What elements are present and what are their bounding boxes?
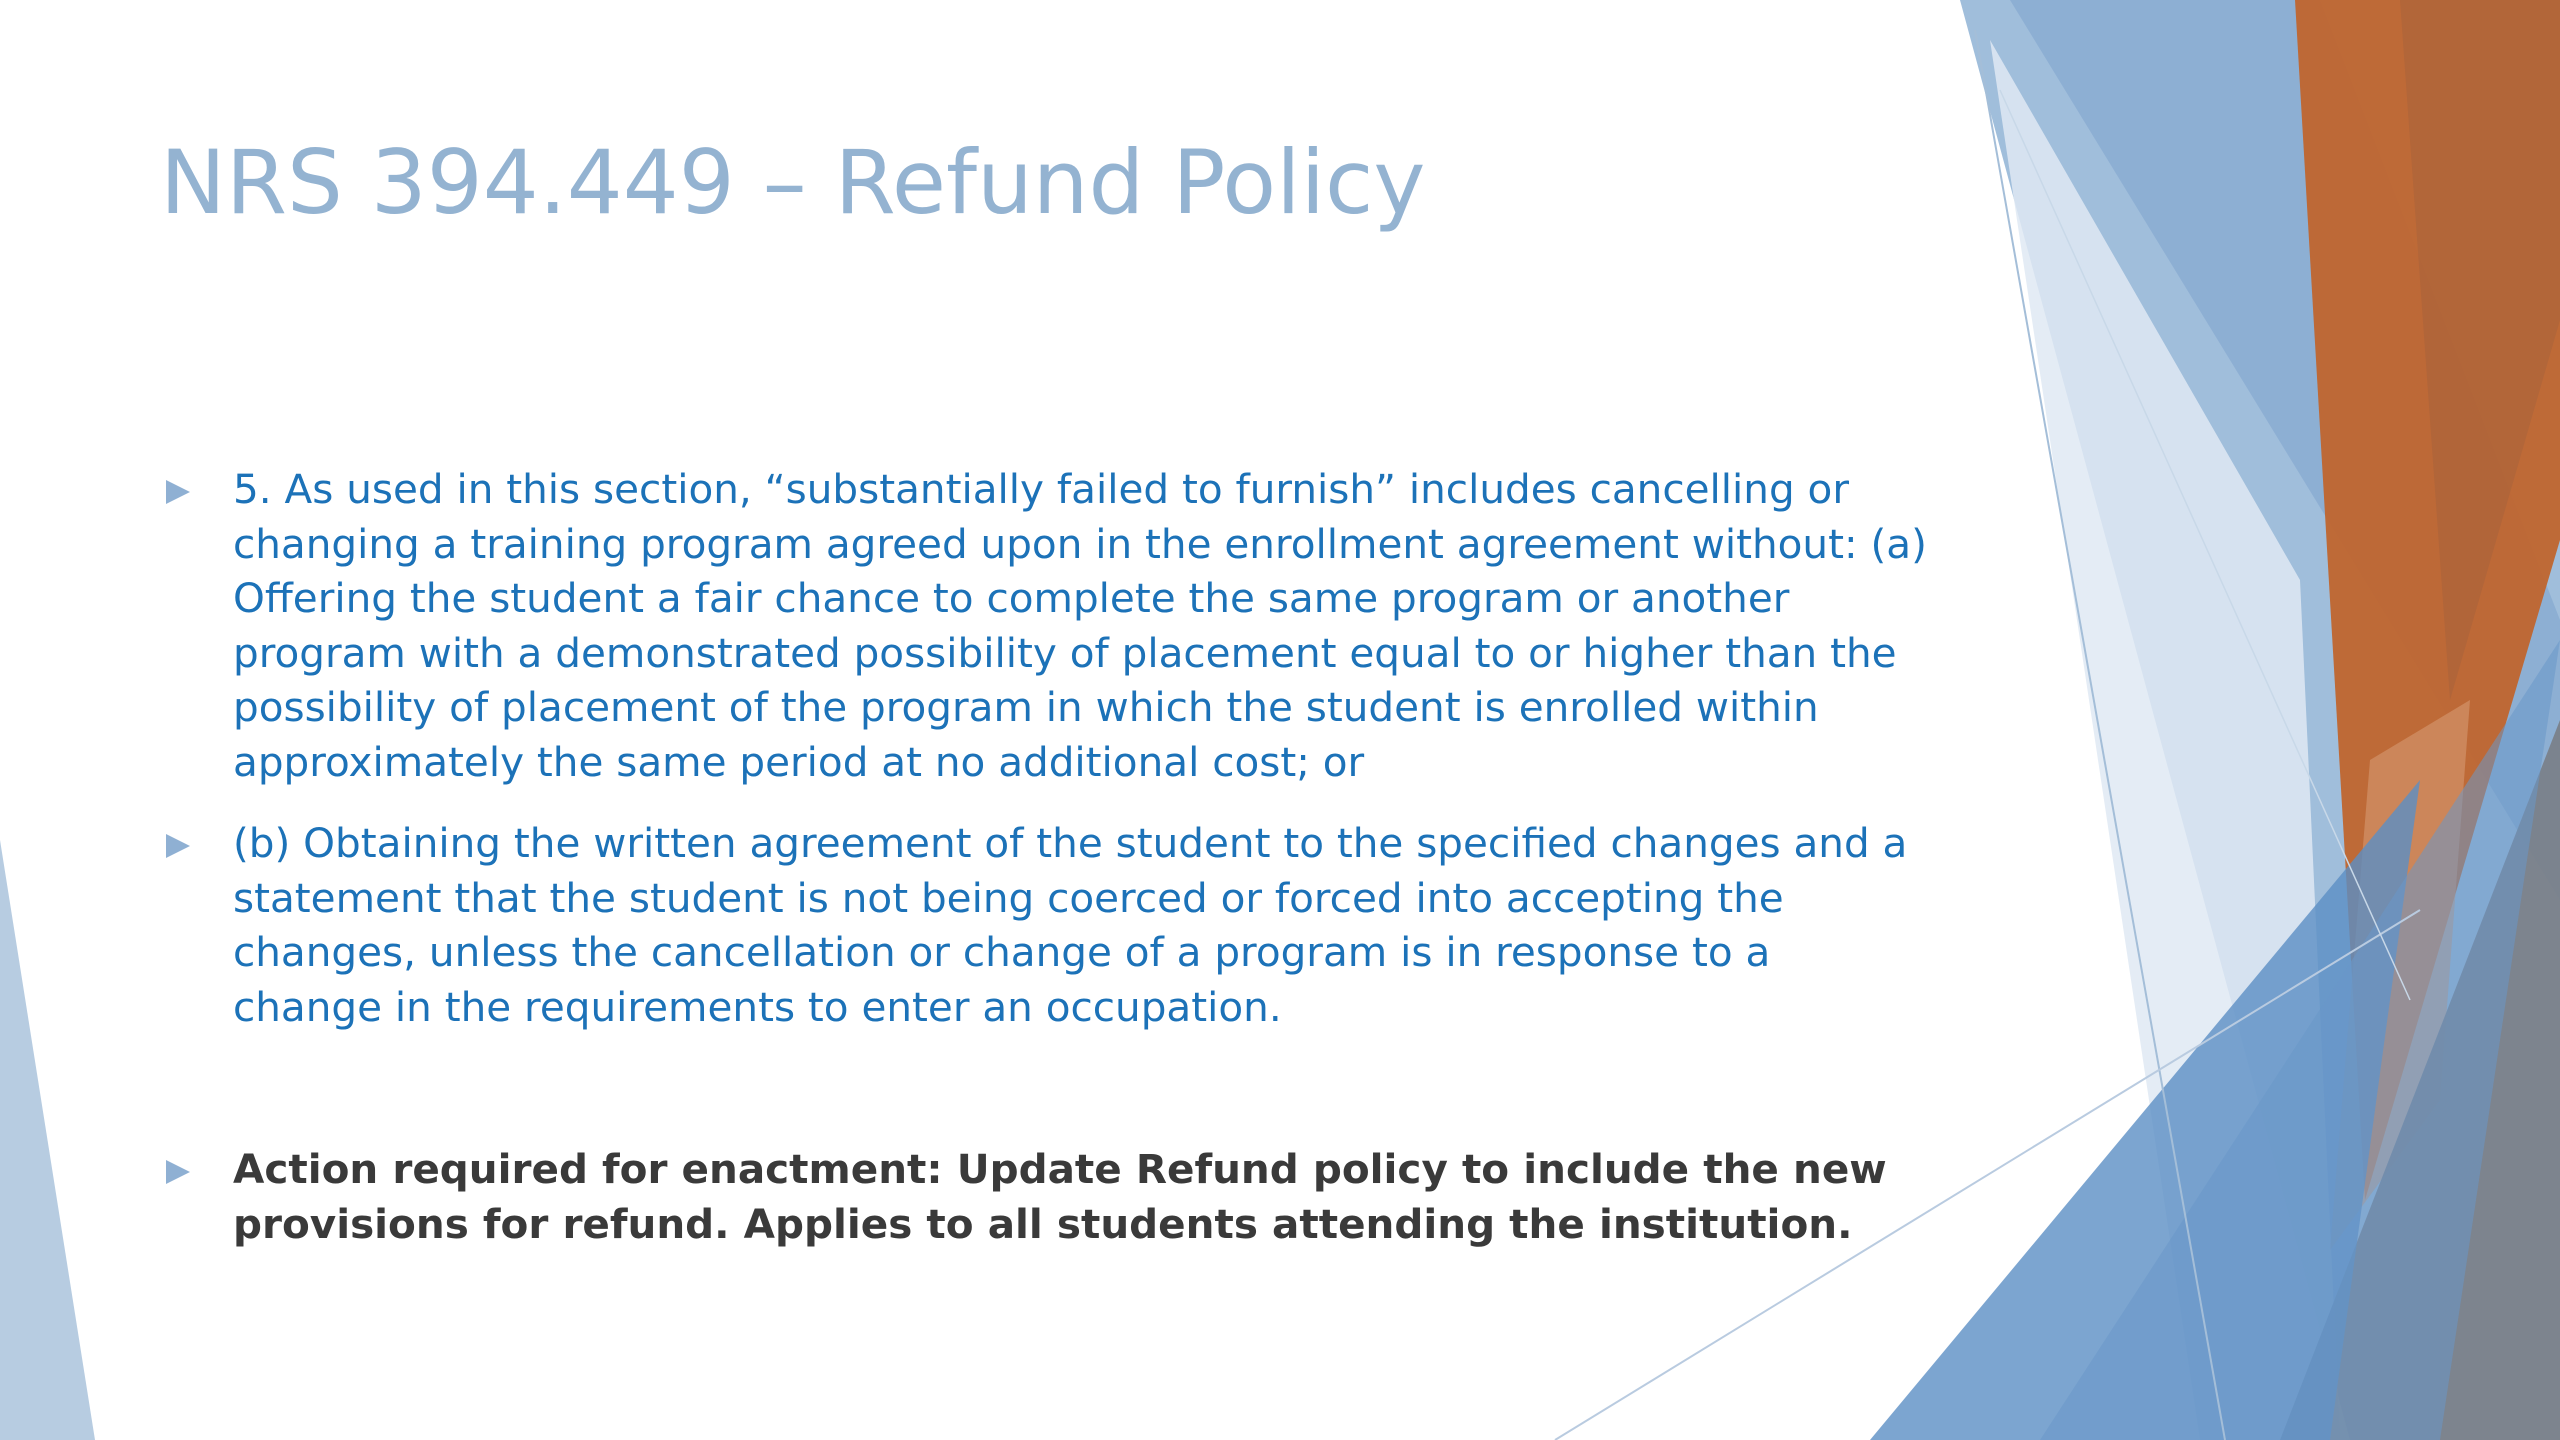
bullet-list [160,462,1930,1251]
bullet-text: Action required for enactment: Update Refund policy to include the new provisions for refund. Applies to all students attending the institution. [233,1145,1887,1248]
slide-title: NRS 394.449 – Refund Policy [160,131,1426,234]
triangle-bullet-icon [166,480,190,504]
bullet-item-written-agreement [160,816,1930,1034]
bullet-item-definition [160,462,1930,789]
left-edge-triangle [0,840,95,1440]
bullet-text: (b) Obtaining the written agreement of the student to the specified changes and a statement that the student is not being coerced or forced into accepting the changes, unless the cancellation or change of a program is in response to a change in the requirements to enter an occupation. [233,819,1908,1031]
triangle-bullet-icon [166,834,190,858]
bullet-item-action-required [160,1142,1930,1251]
triangle-bullet-icon [166,1160,190,1184]
bullet-text: 5. As used in this section, “substantially failed to furnish” includes cancelling or changing a training program agreed upon in the enrollment agreement without: (a) Offering the student a fair chance to complete the same program or another program with a demonstrated possibility of placement equal to or higher than the possibility of placement of the program in which the student is enrolled within approximately the same period at no additional cost; or [233,465,1927,786]
